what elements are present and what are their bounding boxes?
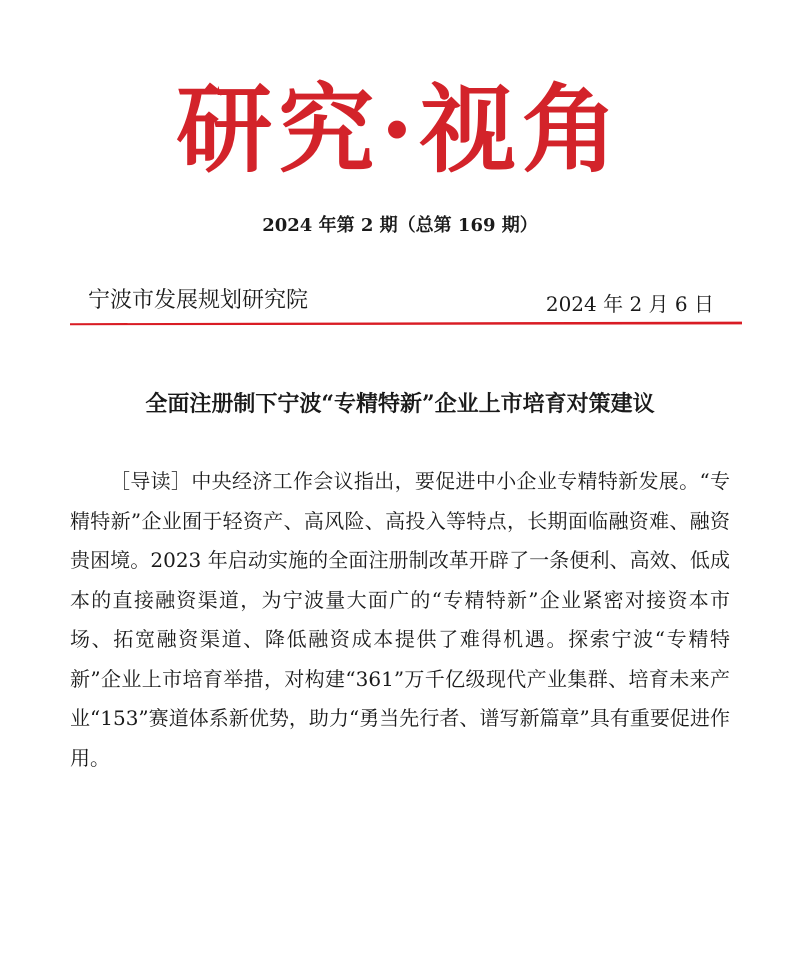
article-title: 全面注册制下宁波“专精特新”企业上市培育对策建议 <box>145 391 655 417</box>
issue-date: 2024 年 2 月 6 日 <box>545 292 714 316</box>
lead-text: 中央经济工作会议指出，要促进中小企业专精特新发展。“专精特新”企业囿于轻资产、高风险、高投入等特点，长期面临融资难、融资贵困境。2023 年启动实施的全面注册制改革开辟了一条便利、高效、低成本的直接融资渠道，为宁波量大面广的“专精特新”企业紧密对接资本市场、拓宽融资渠道、降低融资成本提供了难得机遇。探索宁波“专精特新”企业上市培育举措，对构建“361”万千亿级现代产业集群、培育未来产业“153”赛道体系新优势，助力“勇当先行者、谱写新篇章”具有重要促进作用。 <box>70 469 731 770</box>
masthead-title: 研究·视角 <box>176 73 624 186</box>
lead-label: ［导读］ <box>110 469 192 493</box>
header-divider-rule <box>70 320 742 328</box>
issue-number: 2024 年第 2 期（总第 169 期） <box>262 215 538 236</box>
organization-name: 宁波市发展规划研究院 <box>88 288 309 313</box>
article-lead-paragraph <box>70 462 730 778</box>
